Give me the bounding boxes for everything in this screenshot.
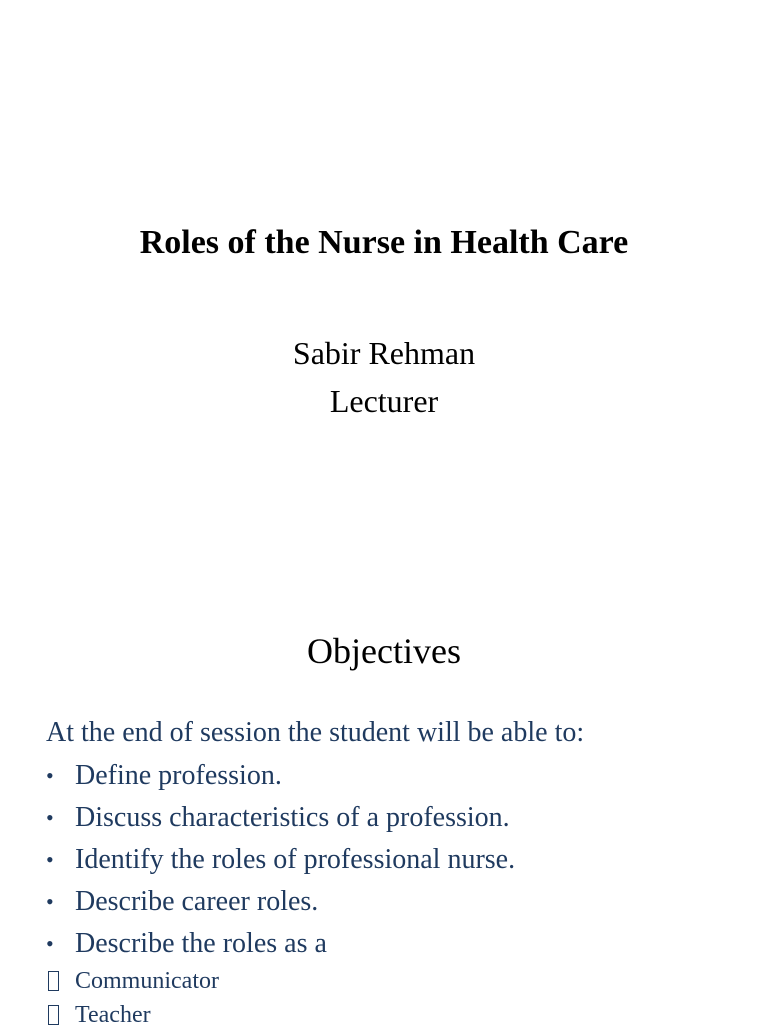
author-name: Sabir Rehman: [292, 335, 476, 371]
list-item: [46, 927, 515, 961]
list-item: [46, 801, 515, 835]
box-bullet-icon: [48, 1005, 59, 1025]
bullet-dot-icon: •: [46, 847, 54, 872]
sub-list-item-text: Teacher: [75, 1002, 151, 1028]
list-item-text: Define profession.: [75, 760, 282, 791]
bullet-dot-icon: •: [46, 889, 54, 914]
objectives-slide: [0, 560, 768, 1028]
list-item-text: Identify the roles of professional nurse.: [75, 844, 516, 875]
list-item-text: Describe career roles.: [75, 886, 319, 917]
presentation-title: Roles of the Nurse in Health Care: [139, 224, 629, 261]
objectives-heading: Objectives: [307, 631, 461, 671]
bullet-dot-icon: •: [46, 805, 54, 830]
bullet-dot-icon: •: [46, 763, 54, 788]
sub-list-item-text: Communicator: [75, 968, 219, 994]
list-item: [46, 843, 515, 877]
list-item-text: Discuss characteristics of a profession.: [75, 802, 510, 833]
sub-list-item: [46, 964, 219, 998]
list-item: [46, 759, 515, 793]
roles-sublist: [46, 964, 219, 1032]
sub-list-item: [46, 998, 219, 1032]
list-item-text: Describe the roles as a: [75, 928, 327, 959]
objectives-list: [46, 759, 515, 969]
list-item: [46, 885, 515, 919]
objectives-intro: At the end of session the student will be able to:: [46, 717, 585, 748]
author-role: Lecturer: [329, 383, 439, 419]
bullet-dot-icon: •: [46, 931, 54, 956]
box-bullet-icon: [48, 971, 59, 991]
